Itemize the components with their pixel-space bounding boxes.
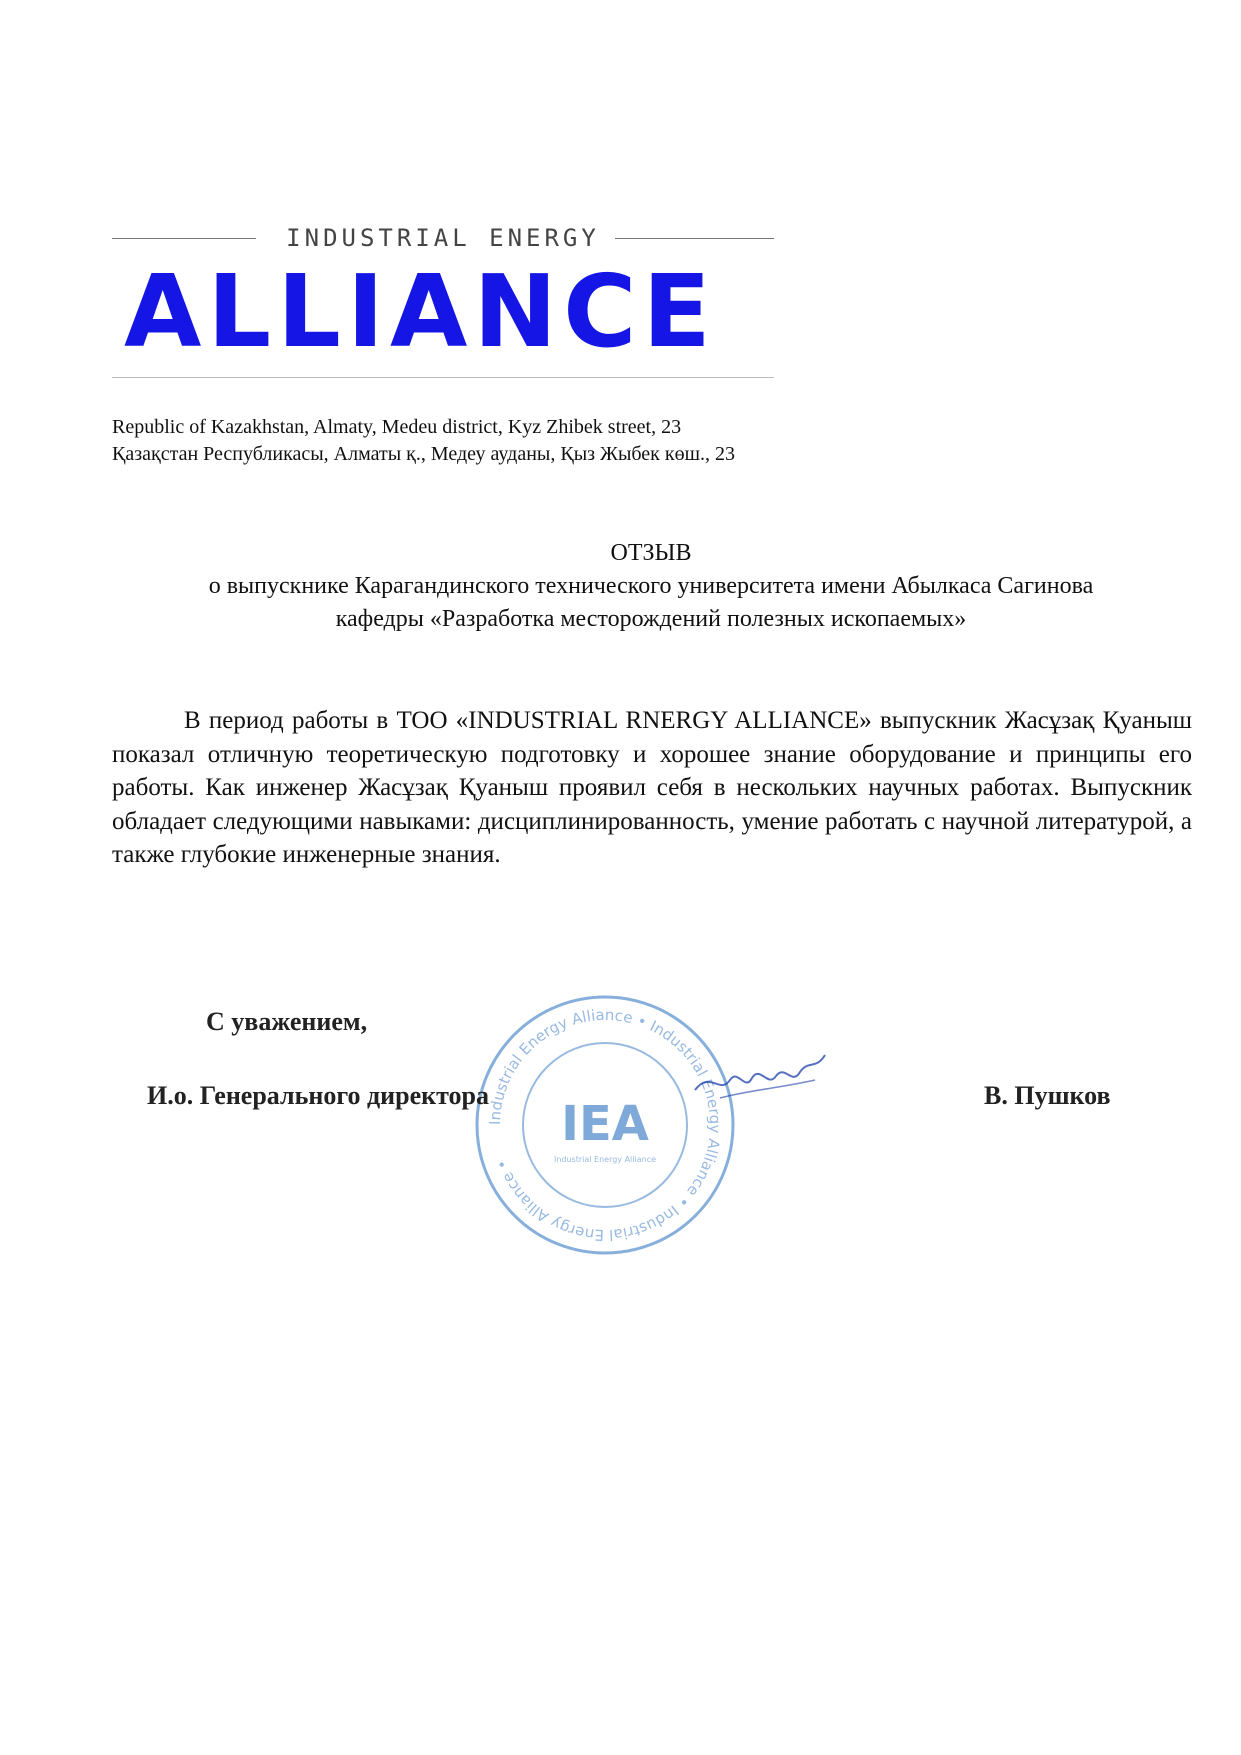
document-title: ОТЗЫВ (610, 540, 692, 566)
company-stamp (470, 990, 740, 1260)
address-english: Republic of Kazakhstan, Almaty, Medeu district, Kyz Zhibek street, 23 (112, 416, 682, 438)
logo-subtitle: INDUSTRIAL ENERGY (286, 224, 600, 252)
review-paragraph: В период работы в ТОО «INDUSTRIAL RNERGY ALLIANCE» выпускник Жасұзақ Қуаныш показал отличную теоретическую подготовку и хорошее знание оборудование и принципы его работы. Как инженер Жасұзақ Қуаныш проявил себя в нескольких научных работах. Выпускник обладает следующими навыками: дисциплинированность, умение работать с научной литературой, а также глубокие инженерные знания. (112, 707, 1192, 868)
logo-title: ALLIANCE (124, 253, 717, 370)
svg-text:Industrial Energy Alliance • I: Industrial Energy Alliance • Industrial Energy Alliance • Industrial Energy Alliance • (485, 1005, 725, 1245)
handwritten-signature (690, 1050, 830, 1110)
signatory-name: В. Пушков (984, 1081, 1111, 1110)
address-kazakh: Қазақстан Республикасы, Алматы қ., Медеу ауданы, Қыз Жыбек көш., 23 (112, 443, 736, 465)
logo-rule-right (615, 238, 774, 239)
signatory-position: И.о. Генерального директора (147, 1081, 490, 1110)
stamp-center-text: IEA (561, 1096, 649, 1152)
document-subtitle-line-1: о выпускнике Карагандинского технического университета имени Абылкаса Сагинова (208, 573, 1094, 599)
stamp-sub-text: Industrial Energy Alliance (553, 1155, 657, 1164)
document-subtitle-line-2: кафедры «Разработка месторождений полезных ископаемых» (335, 606, 967, 632)
logo-rule-bottom (112, 377, 774, 378)
closing-regards: С уважением, (206, 1007, 368, 1036)
logo-subtitle-row (112, 224, 774, 252)
